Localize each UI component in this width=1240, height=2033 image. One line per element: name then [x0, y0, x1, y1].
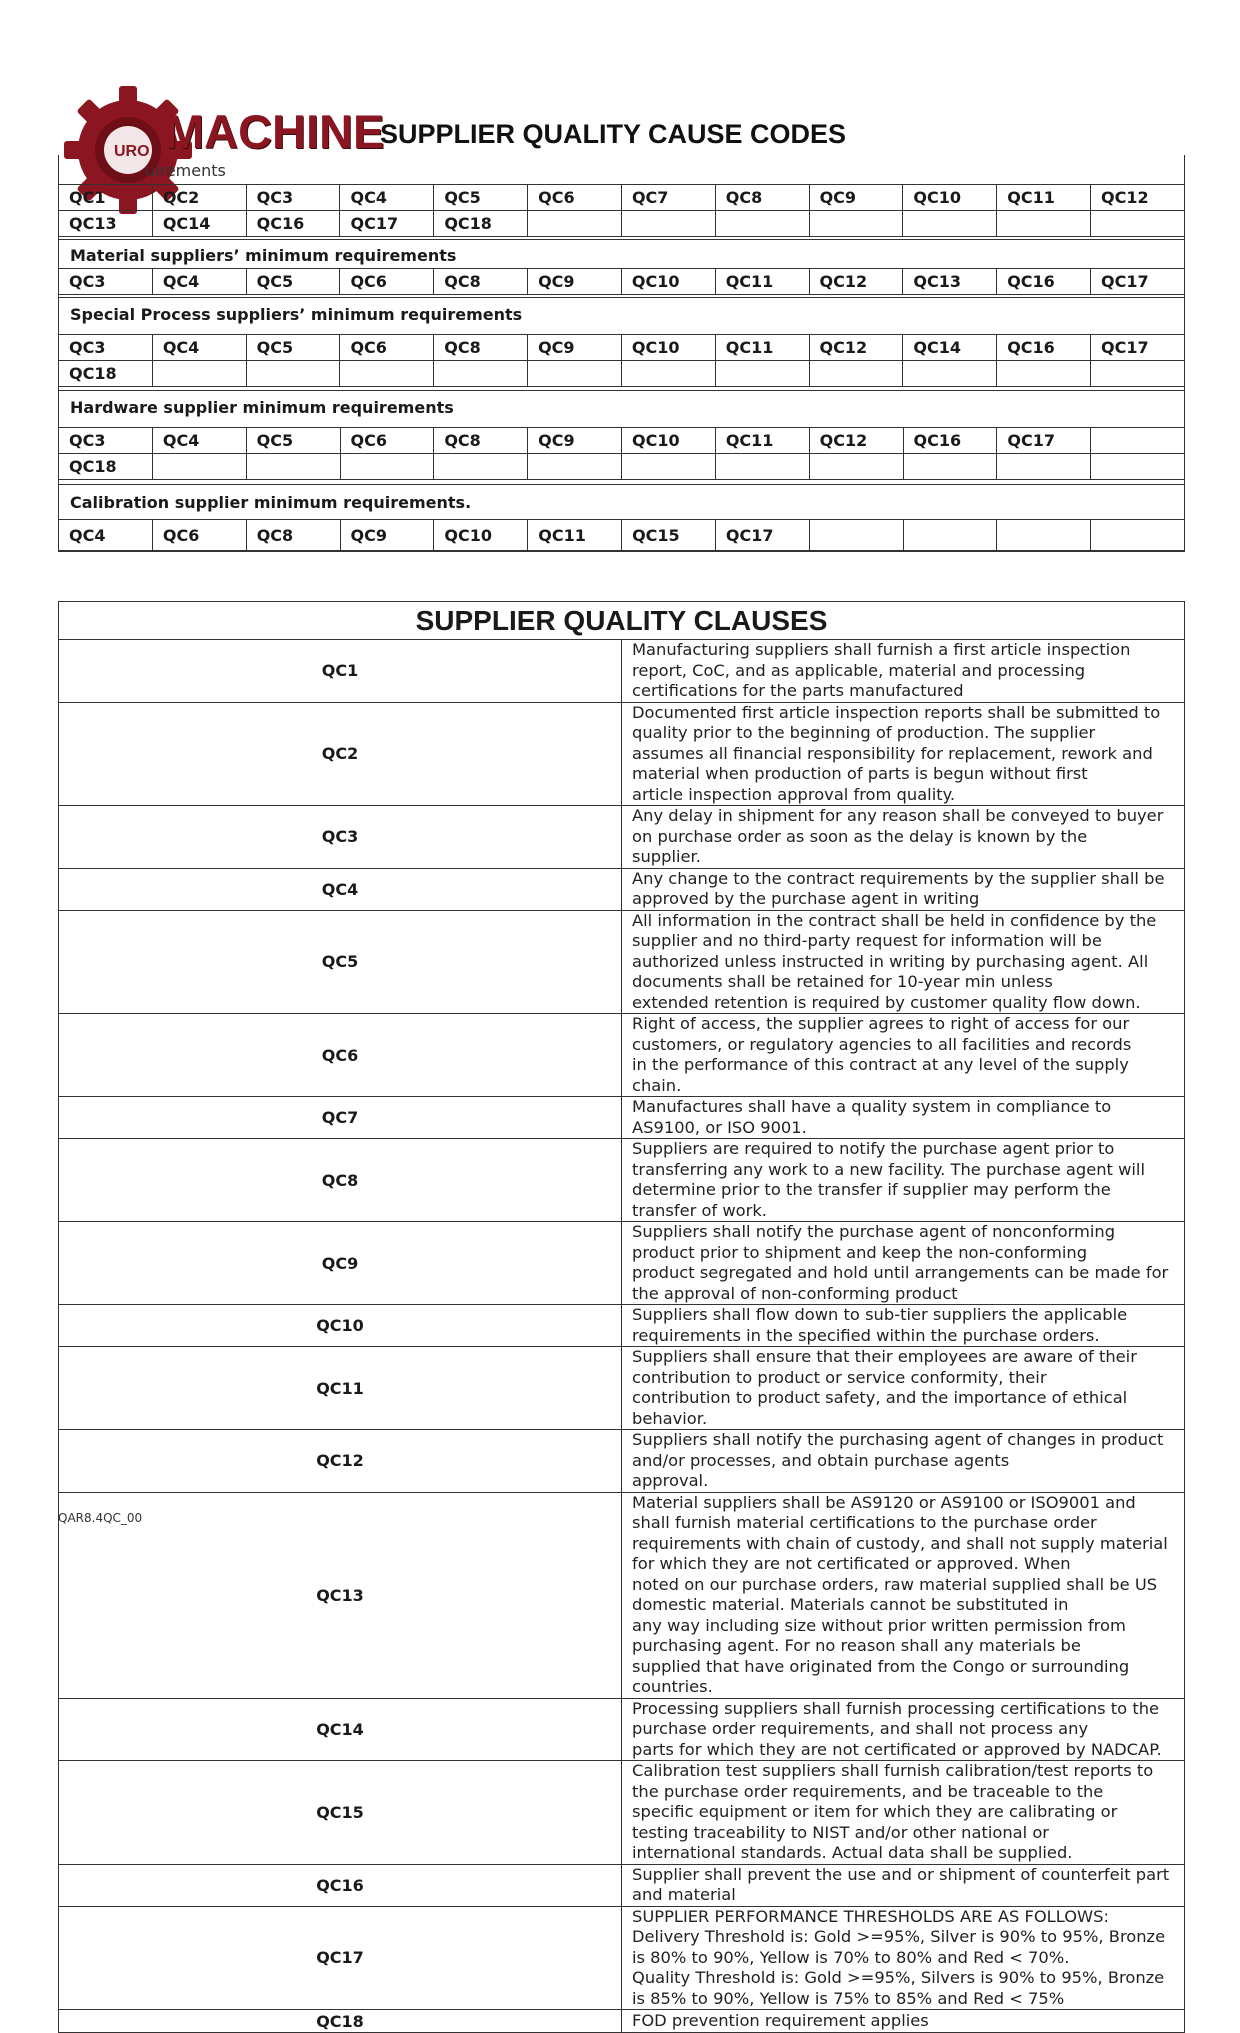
- code-cell: QC10: [621, 335, 715, 361]
- code-cell: QC8: [246, 520, 340, 552]
- code-cell: QC5: [434, 185, 528, 211]
- clause-code: QC6: [59, 1014, 622, 1097]
- section-heading-special-process: Special Process suppliers’ minimum requirements: [70, 305, 523, 324]
- code-cell: QC5: [246, 335, 340, 361]
- clause-row: [59, 1014, 1185, 1097]
- code-cell: QC18: [59, 454, 153, 480]
- code-cell: QC17: [1091, 335, 1185, 361]
- table-row: [59, 520, 1185, 552]
- clause-text: Calibration test suppliers shall furnish calibration/test reports to the purchase order requirements, and be traceable to the specific equipment or item for which they are calibrating or testing traceability to NIST and/or other national or international standards. Actual data shall be supplied.: [622, 1761, 1185, 1865]
- code-cell: QC18: [59, 361, 153, 387]
- code-cell: QC1: [59, 185, 153, 211]
- clause-text: Any change to the contract requirements by the supplier shall be approved by the purchase agent in writing: [622, 868, 1185, 910]
- code-cell: [903, 454, 997, 480]
- code-cell: QC14: [152, 211, 246, 237]
- clause-text: Suppliers shall flow down to sub-tier suppliers the applicable requirements in the specified within the purchase orders.: [622, 1305, 1185, 1347]
- code-cell: QC10: [621, 269, 715, 295]
- code-cell: [1091, 361, 1185, 387]
- clause-row: [59, 1347, 1185, 1430]
- brand-name: MACHINE: [165, 105, 385, 158]
- code-cell: QC11: [715, 335, 809, 361]
- clause-code: QC14: [59, 1698, 622, 1761]
- code-cell: QC7: [621, 185, 715, 211]
- code-cell: QC4: [152, 269, 246, 295]
- clause-row: [59, 1097, 1185, 1139]
- code-cell: QC18: [434, 211, 528, 237]
- clause-code: QC8: [59, 1139, 622, 1222]
- code-cell: QC17: [715, 520, 809, 552]
- code-cell: QC13: [59, 211, 153, 237]
- code-cell: QC11: [528, 520, 622, 552]
- clauses-table: [58, 601, 1185, 2033]
- logo-text: URO: [114, 143, 150, 160]
- clause-row: [59, 806, 1185, 869]
- code-cell: QC13: [903, 269, 997, 295]
- clause-text: Suppliers shall ensure that their employees are aware of their contribution to product or service conformity, their contribution to product safety, and the importance of ethical behavior.: [622, 1347, 1185, 1430]
- code-cell: QC17: [1091, 269, 1185, 295]
- code-cell: QC9: [809, 185, 903, 211]
- code-cell: QC16: [246, 211, 340, 237]
- clause-text: SUPPLIER PERFORMANCE THRESHOLDS ARE AS FOLLOWS: Delivery Threshold is: Gold >=95%, Silver is 90% to 95%, Bronze is 80% to 90%, Yellow is 70% to 80% and Red < 70%. Quality Threshold is: Gold >=95%, Silvers is 90% to 95%, Bronze is 85% to 90%, Yellow is 75% to 85% and Red < 75%: [622, 1906, 1185, 2010]
- code-cell: QC9: [340, 520, 434, 552]
- codes-table-material: [58, 268, 1185, 295]
- clause-text: Manufacturing suppliers shall furnish a first article inspection report, CoC, and as applicable, material and processing certifications for the parts manufactured: [622, 640, 1185, 703]
- code-cell: [903, 520, 997, 552]
- clause-code: QC2: [59, 702, 622, 806]
- codes-table-hardware: [58, 427, 1185, 480]
- clause-code: QC9: [59, 1222, 622, 1305]
- section-heading-material: Material suppliers’ minimum requirements: [70, 246, 457, 265]
- code-cell: [528, 211, 622, 237]
- code-cell: QC16: [997, 335, 1091, 361]
- clause-text: Any delay in shipment for any reason shall be conveyed to buyer on purchase order as soon as the delay is known by the supplier.: [622, 806, 1185, 869]
- code-cell: QC8: [715, 185, 809, 211]
- page-title: SUPPLIER QUALITY CAUSE CODES: [380, 119, 847, 149]
- clauses-header-row: [59, 602, 1185, 640]
- code-cell: [715, 211, 809, 237]
- clause-text: Right of access, the supplier agrees to right of access for our customers, or regulatory agencies to all facilities and records in the performance of this contract at any level of the supply chain.: [622, 1014, 1185, 1097]
- table-row: [59, 454, 1185, 480]
- code-cell: QC2: [152, 185, 246, 211]
- code-cell: [809, 520, 903, 552]
- clause-code: QC15: [59, 1761, 622, 1865]
- clause-code: QC3: [59, 806, 622, 869]
- code-cell: QC3: [59, 428, 153, 454]
- code-cell: [1091, 428, 1185, 454]
- code-cell: QC5: [246, 428, 340, 454]
- code-cell: [340, 454, 434, 480]
- code-cell: QC15: [622, 520, 716, 552]
- clause-row: [59, 1698, 1185, 1761]
- row-divider: [58, 484, 1185, 485]
- clause-code: QC1: [59, 640, 622, 703]
- clause-code: QC16: [59, 1864, 622, 1906]
- code-cell: [434, 361, 528, 387]
- code-cell: QC3: [246, 185, 340, 211]
- row-divider: [58, 390, 1185, 391]
- clause-row: [59, 702, 1185, 806]
- code-cell: QC9: [528, 428, 622, 454]
- code-cell: [621, 211, 715, 237]
- code-cell: [1091, 454, 1185, 480]
- code-cell: QC3: [59, 269, 153, 295]
- clause-text: Supplier shall prevent the use and or shipment of counterfeit part and material: [622, 1864, 1185, 1906]
- code-cell: QC4: [340, 185, 434, 211]
- code-cell: QC11: [715, 428, 809, 454]
- table-row: [59, 269, 1185, 295]
- table-row: [59, 185, 1185, 211]
- code-cell: QC16: [997, 269, 1091, 295]
- clause-code: QC5: [59, 910, 622, 1014]
- code-cell: QC8: [434, 335, 528, 361]
- code-cell: QC9: [528, 335, 622, 361]
- code-cell: QC10: [434, 520, 528, 552]
- code-cell: [1091, 520, 1185, 552]
- code-cell: QC8: [434, 428, 528, 454]
- cut-off-heading: uirements: [145, 161, 226, 180]
- code-cell: [809, 454, 903, 480]
- code-cell: QC9: [528, 269, 622, 295]
- clause-row: [59, 1222, 1185, 1305]
- clause-row: [59, 1305, 1185, 1347]
- clause-text: Suppliers shall notify the purchasing agent of changes in product and/or processes, and obtain purchase agents approval.: [622, 1430, 1185, 1493]
- code-cell: QC16: [903, 428, 997, 454]
- code-cell: QC8: [434, 269, 528, 295]
- code-cell: [152, 361, 246, 387]
- document-code: QAR8.4QC_00: [58, 1511, 143, 1525]
- clause-text: All information in the contract shall be held in confidence by the supplier and no third-party request for information will be authorized unless instructed in writing by purchasing agent. All documents shall be retained for 10-year min unless extended retention is required by customer quality flow down.: [622, 910, 1185, 1014]
- code-cell: [246, 361, 340, 387]
- code-cell: QC12: [1091, 185, 1185, 211]
- codes-table-calibration: [58, 519, 1185, 552]
- code-cell: [621, 454, 715, 480]
- code-cell: [903, 211, 997, 237]
- code-cell: [434, 454, 528, 480]
- code-cell: QC6: [340, 335, 434, 361]
- clause-code: QC10: [59, 1305, 622, 1347]
- clause-row: [59, 1492, 1185, 1698]
- code-cell: [903, 361, 997, 387]
- code-cell: [528, 454, 622, 480]
- clause-row: [59, 1906, 1185, 2010]
- clause-text: FOD prevention requirement applies: [622, 2010, 1185, 2033]
- codes-table-special-process: [58, 334, 1185, 387]
- code-cell: QC6: [152, 520, 246, 552]
- code-cell: [621, 361, 715, 387]
- code-cell: [715, 454, 809, 480]
- code-cell: [528, 361, 622, 387]
- clause-code: QC13: [59, 1492, 622, 1698]
- clause-row: [59, 1139, 1185, 1222]
- code-cell: QC12: [809, 428, 903, 454]
- codes-table-general: [58, 184, 1185, 237]
- clause-row: [59, 910, 1185, 1014]
- section-heading-calibration: Calibration supplier minimum requirements.: [70, 493, 472, 512]
- code-cell: [997, 454, 1091, 480]
- clause-text: Manufactures shall have a quality system in compliance to AS9100, or ISO 9001.: [622, 1097, 1185, 1139]
- code-cell: [340, 361, 434, 387]
- clause-text: Material suppliers shall be AS9120 or AS9100 or ISO9001 and shall furnish material certifications to the purchase order requirements with chain of custody, and shall not supply material for which they are not certificated or approved. When noted on our purchase orders, raw material supplied shall be US domestic material. Materials cannot be substituted in any way including size without prior written permission from purchasing agent. For no reason shall any materials be supplied that have originated from the Congo or surrounding countries.: [622, 1492, 1185, 1698]
- section-heading-hardware: Hardware supplier minimum requirements: [70, 398, 454, 417]
- clause-row: [59, 640, 1185, 703]
- code-cell: QC3: [59, 335, 153, 361]
- code-cell: QC12: [809, 269, 903, 295]
- code-cell: QC4: [152, 335, 246, 361]
- clauses-title: SUPPLIER QUALITY CLAUSES: [59, 602, 1185, 640]
- clause-code: QC4: [59, 868, 622, 910]
- code-cell: QC6: [528, 185, 622, 211]
- clause-text: Documented first article inspection reports shall be submitted to quality prior to the beginning of production. The supplier assumes all financial responsibility for replacement, rework and material when production of parts is begun without first article inspection approval from quality.: [622, 702, 1185, 806]
- clause-code: QC17: [59, 1906, 622, 2010]
- code-cell: QC17: [340, 211, 434, 237]
- code-cell: [246, 454, 340, 480]
- clause-text: Suppliers are required to notify the purchase agent prior to transferring any work to a new facility. The purchase agent will determine prior to the transfer if supplier may perform the transfer of work.: [622, 1139, 1185, 1222]
- code-cell: [715, 361, 809, 387]
- clause-text: Suppliers shall notify the purchase agent of nonconforming product prior to shipment and keep the non-conforming product segregated and hold until arrangements can be made for the approval of non-conforming product: [622, 1222, 1185, 1305]
- code-cell: QC12: [809, 335, 903, 361]
- code-cell: QC10: [903, 185, 997, 211]
- clause-code: QC12: [59, 1430, 622, 1493]
- code-cell: QC4: [152, 428, 246, 454]
- clause-row: [59, 1864, 1185, 1906]
- table-row: [59, 211, 1185, 237]
- clause-text: Processing suppliers shall furnish processing certifications to the purchase order requirements, and shall not process any parts for which they are not certificated or approved by NADCAP.: [622, 1698, 1185, 1761]
- clause-row: [59, 868, 1185, 910]
- code-cell: [152, 454, 246, 480]
- code-cell: [809, 211, 903, 237]
- code-cell: QC6: [340, 428, 434, 454]
- table-row: [59, 428, 1185, 454]
- table-row: [59, 361, 1185, 387]
- table-row: [59, 335, 1185, 361]
- code-cell: [997, 211, 1091, 237]
- code-cell: [997, 361, 1091, 387]
- code-cell: QC17: [997, 428, 1091, 454]
- code-cell: [1091, 211, 1185, 237]
- code-cell: QC11: [715, 269, 809, 295]
- code-cell: [809, 361, 903, 387]
- clause-row: [59, 1430, 1185, 1493]
- code-cell: QC14: [903, 335, 997, 361]
- clause-code: QC7: [59, 1097, 622, 1139]
- clause-row: [59, 2010, 1185, 2033]
- row-divider: [58, 297, 1185, 298]
- code-cell: QC11: [997, 185, 1091, 211]
- clause-code: QC18: [59, 2010, 622, 2033]
- clause-row: [59, 1761, 1185, 1865]
- row-divider: [58, 239, 1185, 240]
- code-cell: QC5: [246, 269, 340, 295]
- clause-code: QC11: [59, 1347, 622, 1430]
- code-cell: QC4: [59, 520, 153, 552]
- code-cell: [997, 520, 1091, 552]
- code-cell: QC6: [340, 269, 434, 295]
- code-cell: QC10: [621, 428, 715, 454]
